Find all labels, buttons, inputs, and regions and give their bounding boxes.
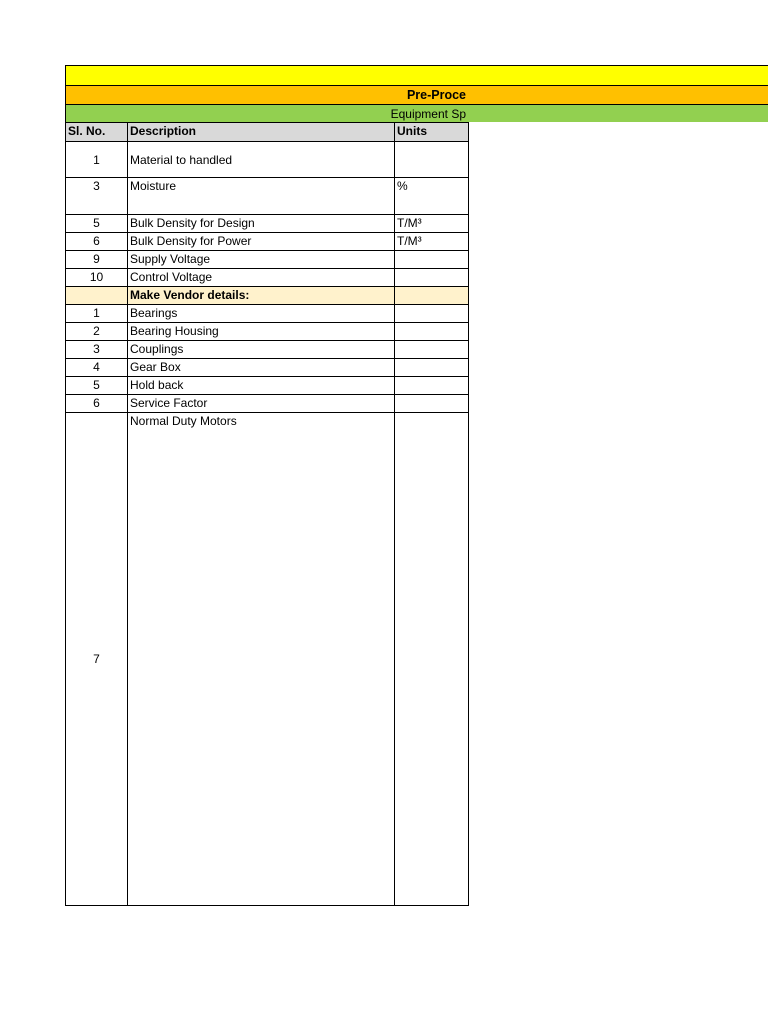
row-unit[interactable] [395,341,469,359]
row-unit[interactable] [395,142,469,178]
vendor-section-row [66,287,469,305]
row-sl[interactable]: 5 [66,215,128,233]
row-sl[interactable]: 9 [66,251,128,269]
vendor-section-unit[interactable] [395,287,469,305]
row-description[interactable]: Supply Voltage [128,251,395,269]
row-unit[interactable] [395,323,469,341]
row-unit[interactable]: T/M³ [395,233,469,251]
header-sl-no[interactable]: Sl. No. [66,123,128,142]
row-description[interactable]: Bulk Density for Power [128,233,395,251]
table-row [66,269,469,287]
title-band [65,65,768,85]
row-sl[interactable]: 3 [66,341,128,359]
row-description[interactable]: Moisture [128,178,395,215]
row-description[interactable]: Control Voltage [128,269,395,287]
row-unit[interactable] [395,395,469,413]
row-description[interactable]: Hold back [128,377,395,395]
header-units[interactable]: Units [395,123,469,142]
table-row [66,413,469,906]
row-sl[interactable]: 10 [66,269,128,287]
row-unit[interactable] [395,251,469,269]
table-row [66,341,469,359]
row-description[interactable]: Normal Duty Motors [128,413,395,906]
row-unit[interactable]: % [395,178,469,215]
row-unit[interactable]: T/M³ [395,215,469,233]
vendor-section-title[interactable]: Make Vendor details: [128,287,395,305]
specification-table [65,122,469,906]
document-title: Pre-Proce [406,88,466,102]
table-row [66,215,469,233]
row-description[interactable]: Bearings [128,305,395,323]
row-sl[interactable]: 6 [66,395,128,413]
row-sl[interactable]: 1 [66,142,128,178]
section-title: Equipment Sp [390,106,466,121]
table-row [66,142,469,178]
document-title-band [65,85,768,104]
table-row [66,323,469,341]
table-row [66,359,469,377]
table-row [66,178,469,215]
row-description[interactable]: Bulk Density for Design [128,215,395,233]
table-row [66,377,469,395]
section-title-band [65,104,768,122]
row-unit[interactable] [395,413,469,906]
row-unit[interactable] [395,377,469,395]
row-description[interactable]: Gear Box [128,359,395,377]
table-header-row [66,123,469,142]
row-description[interactable]: Material to handled [128,142,395,178]
table-row [66,305,469,323]
row-sl[interactable]: 6 [66,233,128,251]
row-description[interactable]: Service Factor [128,395,395,413]
header-description[interactable]: Description [128,123,395,142]
table-row [66,251,469,269]
table-row [66,233,469,251]
row-sl[interactable]: 2 [66,323,128,341]
row-sl[interactable]: 3 [66,178,128,215]
row-sl[interactable]: 5 [66,377,128,395]
row-unit[interactable] [395,305,469,323]
row-sl[interactable]: 7 [66,413,128,906]
vendor-section-sl[interactable] [66,287,128,305]
row-sl[interactable]: 4 [66,359,128,377]
row-unit[interactable] [395,269,469,287]
row-sl[interactable]: 1 [66,305,128,323]
row-description[interactable]: Couplings [128,341,395,359]
table-row [66,395,469,413]
row-unit[interactable] [395,359,469,377]
row-description[interactable]: Bearing Housing [128,323,395,341]
